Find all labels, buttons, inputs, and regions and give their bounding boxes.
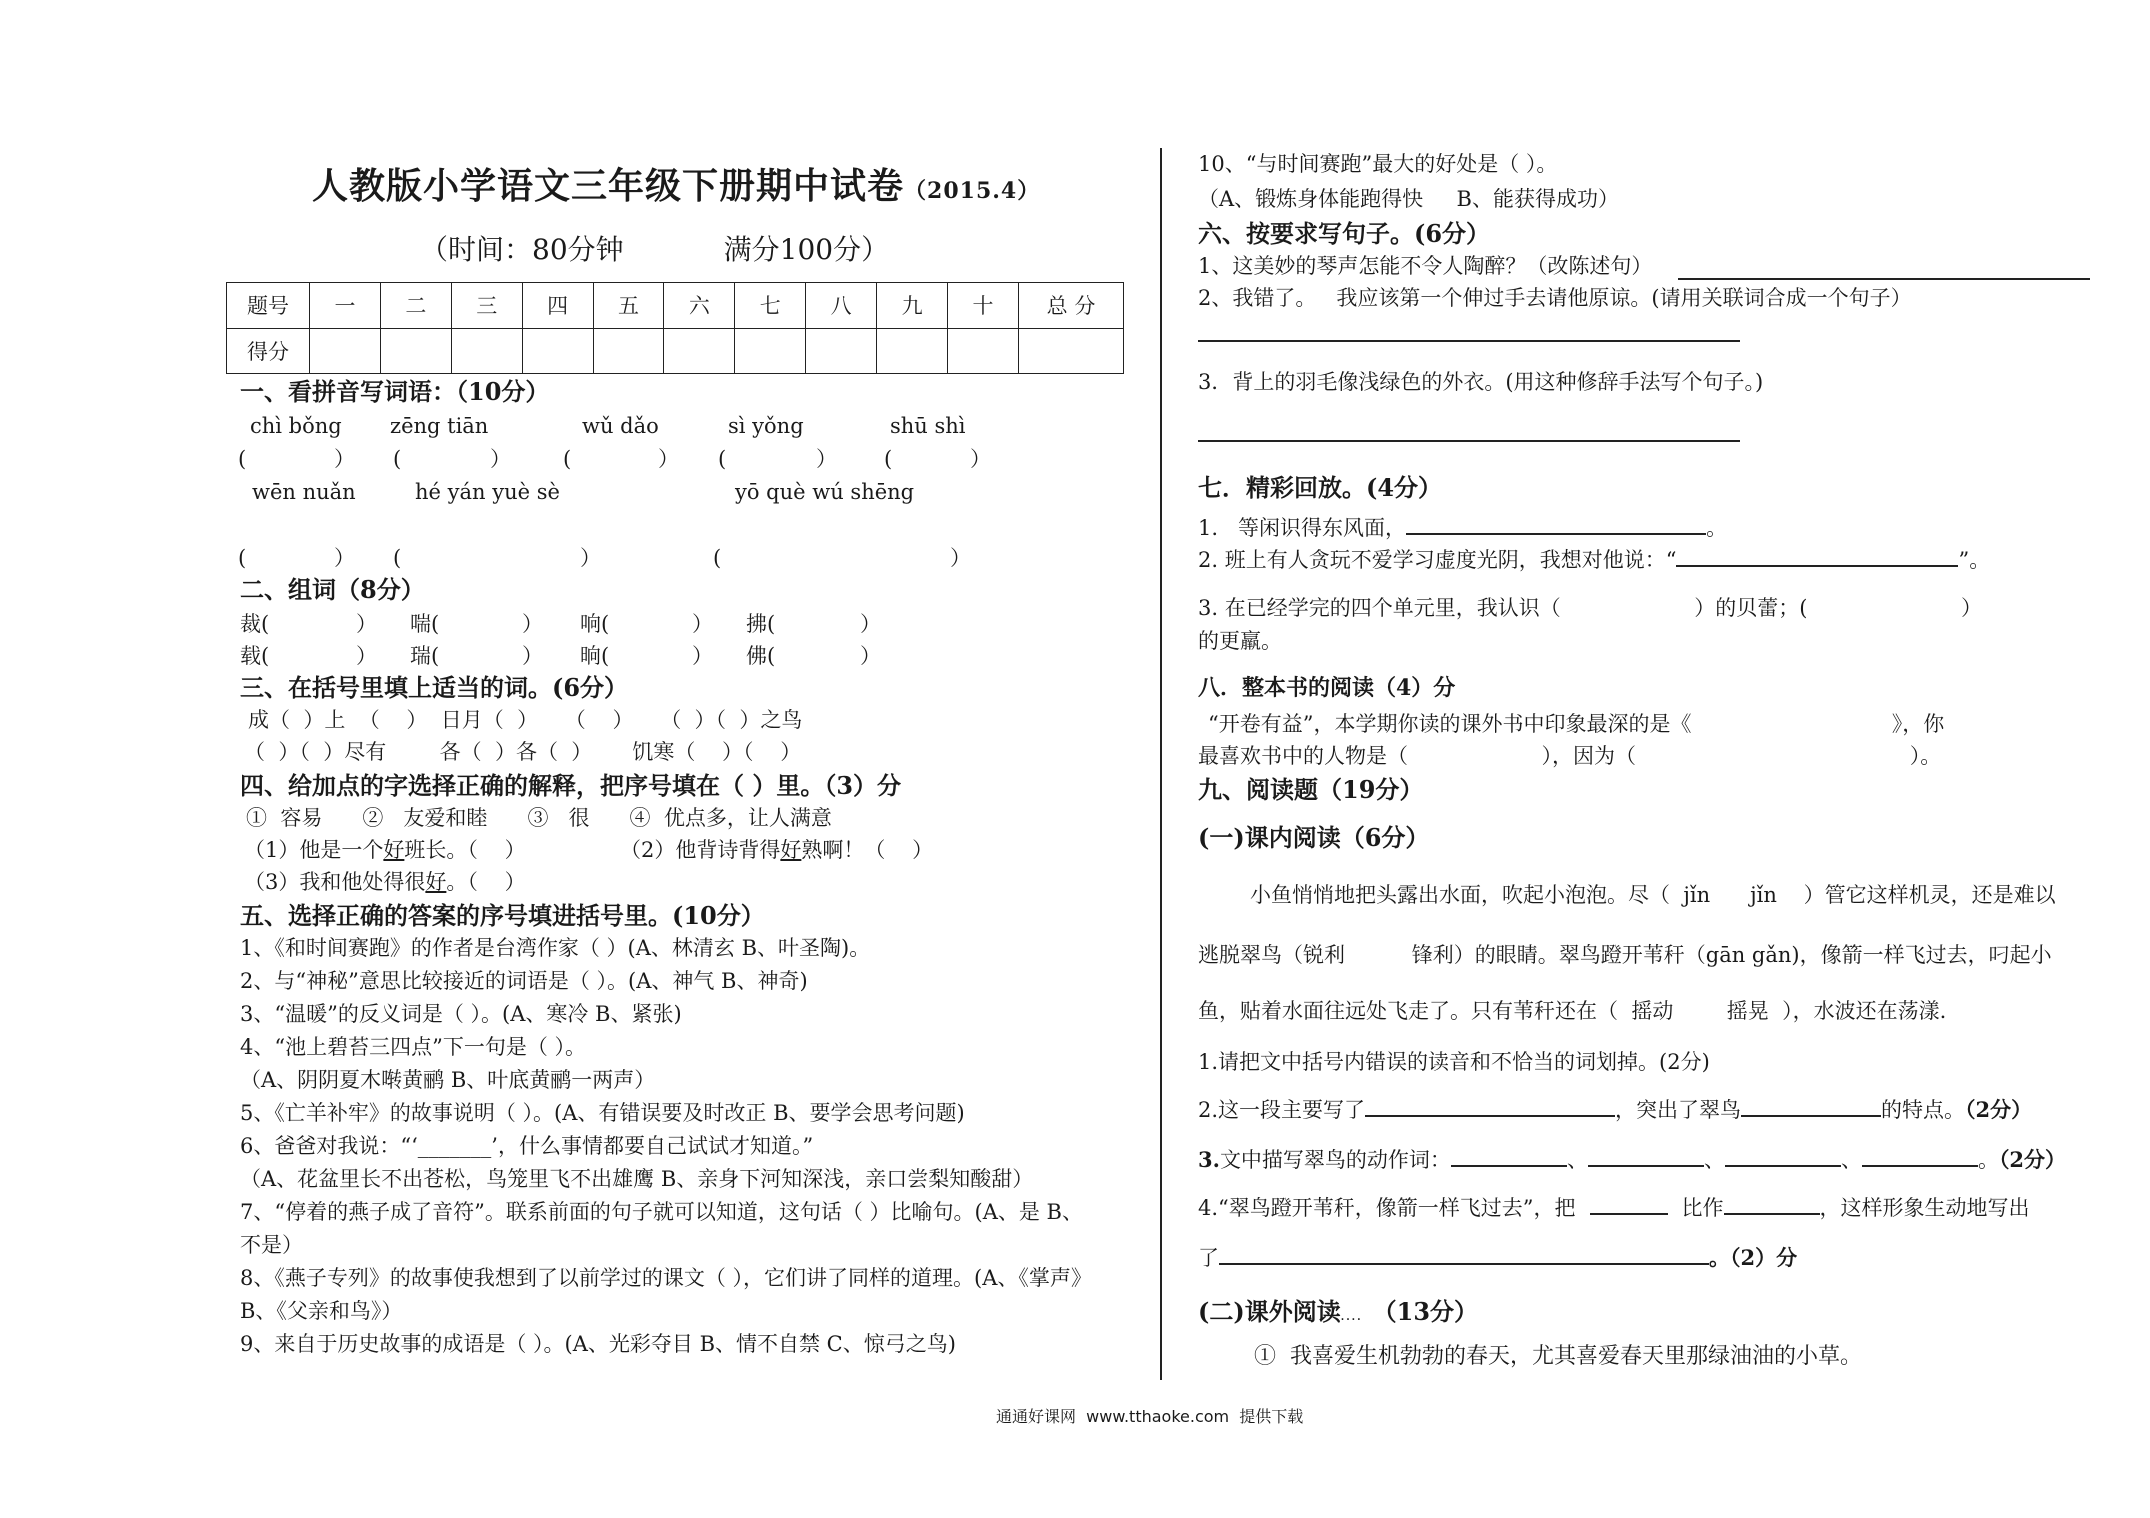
word-group-item: 佛( bbox=[746, 644, 776, 668]
choice-question-line: 5、《亡羊补牢》的故事说明（ ）。(A、有错误要及时改正 B、要学会思考问题) bbox=[240, 1101, 965, 1125]
separator: 、 bbox=[1566, 1148, 1588, 1172]
answer-bracket: ） bbox=[950, 546, 971, 570]
section-4-title: 四、给加点的字选择正确的解释，把序号填在（ ）里。（3）分 bbox=[240, 771, 902, 800]
score-table-cell: 九 bbox=[877, 283, 948, 329]
score-table-cell: 三 bbox=[451, 283, 522, 329]
score-table-cell: 八 bbox=[806, 283, 877, 329]
q-text: 熟啊！（ ） bbox=[801, 838, 934, 862]
choice-question-line: 2、与“神秘”意思比较接近的词语是（ ）。(A、神气 B、神奇) bbox=[240, 969, 808, 993]
q-text: 1. 等闲识得东风面， bbox=[1198, 516, 1407, 540]
section-5-title: 五、选择正确的答案的序号填进括号里。(10分） bbox=[240, 901, 765, 930]
recall-q3: 3. 在已经学完的四个单元里，我认识（ ）的贝蕾；( ） bbox=[1198, 596, 1982, 620]
section-8-title: 八．整本书的阅读（4）分 bbox=[1198, 675, 1456, 701]
score-input-cell[interactable] bbox=[593, 328, 664, 374]
q-text: 比作 bbox=[1681, 1196, 1724, 1220]
score-label: （2分） bbox=[1965, 1097, 2033, 1122]
question-10: 10、“与时间赛跑”最大的好处是（ ）。 bbox=[1198, 152, 1558, 176]
passage-line: 小鱼悄悄地把头露出水面，吹起小泡泡。尽（ jǐn jǐn ）管它这样机灵，还是难以 bbox=[1250, 883, 2056, 907]
word-group-item: ） bbox=[356, 612, 377, 636]
choice-question-line: （A、花盆里长不出苍松，鸟笼里飞不出雄鹰 B、亲身下河知深浅，亲口尝梨知酸甜） bbox=[240, 1167, 1034, 1191]
sentence-q2: 2、我错了。 我应该第一个伸过手去请他原谅。(请用关联词合成一个句子） bbox=[1198, 286, 1912, 310]
pinyin: hé yán yuè sè bbox=[415, 480, 560, 504]
idiom-fill-row-2: （ ）（ ）尽有 各（ ）各（ ） 饥寒（ ）（ ） bbox=[244, 740, 802, 764]
sentence-q1: 1、这美妙的琴声怎能不令人陶醉？（改陈述句） bbox=[1198, 254, 1653, 278]
q-text: （1）他是一个 bbox=[244, 838, 384, 862]
choice-question-line: 不是） bbox=[240, 1233, 303, 1257]
choice-question-line: 7、“停着的燕子成了音符”。联系前面的句子就可以知道，这句话（ ）比喻句。(A、是 B、 bbox=[240, 1200, 1083, 1224]
answer-bracket: ( bbox=[718, 447, 727, 471]
score-input-cell[interactable] bbox=[1019, 328, 1124, 374]
word-group-item: 瑞( bbox=[410, 644, 440, 668]
answer-bracket: ） bbox=[490, 447, 511, 471]
answer-bracket: ( bbox=[393, 546, 402, 570]
exam-title bbox=[312, 158, 1040, 209]
score-table-cell: 题号 bbox=[227, 283, 310, 329]
answer-bracket: ( bbox=[884, 447, 893, 471]
dotted-char: 好 bbox=[780, 838, 802, 862]
score-table-score-row bbox=[227, 328, 1124, 374]
answer-line[interactable] bbox=[1678, 278, 2090, 280]
answer-blank[interactable] bbox=[1862, 1165, 1978, 1167]
section-6-title: 六、按要求写句子。(6分） bbox=[1198, 219, 1491, 248]
passage-b-line: ① 我喜爱生机勃勃的春天，尤其喜爱春天里那绿油油的小草。 bbox=[1254, 1344, 1862, 1369]
q-text: 文中描写翠鸟的动作词： bbox=[1219, 1148, 1451, 1172]
dotted-char: 好 bbox=[383, 838, 405, 862]
section-2-title: 二、组词（8分） bbox=[240, 575, 425, 604]
question-10-options: （A、锻炼身体能跑得快 B、能获得成功） bbox=[1198, 187, 1619, 211]
idiom-fill-row-1: 成（ ）上 （ ） 日月（ ） （ ） （ ）（ ）之鸟 bbox=[248, 708, 803, 732]
pinyin: shū shì bbox=[890, 414, 966, 438]
q-text: （2）他背诗背得 bbox=[620, 838, 781, 862]
score-input-cell[interactable] bbox=[522, 328, 593, 374]
score-input-cell[interactable] bbox=[451, 328, 522, 374]
answer-bracket: ） bbox=[816, 447, 837, 471]
choice-question-line: 4、“池上碧苔三四点”下一句是（ ）。 bbox=[240, 1035, 587, 1059]
choice-question-line: 1、《和时间赛跑》的作者是台湾作家（ ）(A、林清玄 B、叶圣陶)。 bbox=[240, 936, 871, 960]
reading-part-2-label: (二)课外阅读 bbox=[1198, 1297, 1341, 1326]
pinyin: yō què wú shēng bbox=[735, 480, 915, 504]
separator: 、 bbox=[1703, 1148, 1725, 1172]
pinyin: wǔ dǎo bbox=[582, 414, 659, 438]
exam-time: （时间：80分钟 bbox=[420, 233, 624, 266]
question-4-2 bbox=[620, 838, 933, 862]
exam-title-date: （2015.4） bbox=[904, 178, 1041, 204]
exam-full-score: 满分100分） bbox=[723, 233, 890, 266]
question-4-3 bbox=[244, 870, 526, 894]
answer-bracket: ） bbox=[334, 546, 355, 570]
choice-question-line: 3、“温暖”的反义词是（ ）。(A、寒冷 B、紧张) bbox=[240, 1002, 682, 1026]
score-table-cell: 一 bbox=[310, 283, 381, 329]
score-table-cell: 七 bbox=[735, 283, 806, 329]
section-3-title: 三、在括号里填上适当的词。(6分） bbox=[240, 673, 629, 702]
sentence-q3: 3．背上的羽毛像浅绿色的外衣。(用这种修辞手法写个句子。) bbox=[1198, 370, 1764, 394]
word-group-item: 裁( bbox=[240, 612, 270, 636]
recall-q2 bbox=[1198, 548, 1990, 572]
answer-bracket: ( bbox=[393, 447, 402, 471]
book-reading-line-2: 最喜欢书中的人物是（ ），因为（ ）。 bbox=[1198, 744, 1942, 768]
word-group-item: ） bbox=[522, 644, 543, 668]
choice-question-line: 9、来自于历史故事的成语是（ ）。(A、光彩夺目 B、情不自禁 C、惊弓之鸟) bbox=[240, 1332, 956, 1356]
answer-blank[interactable] bbox=[1588, 1165, 1704, 1167]
answer-bracket: ） bbox=[580, 546, 601, 570]
reading-q3 bbox=[1198, 1148, 2066, 1172]
answer-bracket: ( bbox=[713, 546, 722, 570]
score-input-cell[interactable] bbox=[380, 328, 451, 374]
word-group-item: ） bbox=[692, 612, 713, 636]
score-input-cell[interactable] bbox=[310, 328, 381, 374]
word-group-item: 喘( bbox=[410, 612, 440, 636]
separator: 、 bbox=[1840, 1148, 1862, 1172]
answer-line[interactable] bbox=[1198, 340, 1740, 342]
q-text: （3）我和他处得很 bbox=[244, 870, 426, 894]
answer-blank[interactable] bbox=[1590, 1213, 1668, 1215]
exam-title-text: 人教版小学语文三年级下册期中试卷 bbox=[312, 165, 905, 207]
choice-question-line: B、《父亲和鸟》） bbox=[240, 1299, 403, 1323]
definition-options: ① 容易 ② 友爱和睦 ③ 很 ④ 优点多，让人满意 bbox=[246, 806, 832, 830]
word-group-item: ） bbox=[692, 644, 713, 668]
choice-question-line: 6、爸爸对我说：“‘_______’，什么事情都要自己试试才知道。” bbox=[240, 1134, 814, 1158]
emphasis-dots: .... bbox=[1340, 1312, 1363, 1323]
score-table-cell: 四 bbox=[522, 283, 593, 329]
section-9-title: 九、阅读题（19分） bbox=[1198, 775, 1424, 804]
exam-subtitle bbox=[420, 228, 889, 268]
score-table-cell: 十 bbox=[948, 283, 1019, 329]
section-7-title: 七．精彩回放。(4分） bbox=[1198, 473, 1443, 502]
score-input-cell[interactable] bbox=[664, 328, 735, 374]
q-text: 3. bbox=[1198, 1147, 1220, 1172]
q-text: 。（ ） bbox=[446, 870, 526, 894]
answer-bracket: ( bbox=[563, 447, 572, 471]
score-table-cell: 得分 bbox=[227, 328, 310, 374]
reading-q2 bbox=[1198, 1098, 2032, 1122]
choice-question-line: （A、阴阴夏木啭黄鹂 B、叶底黄鹂一两声） bbox=[240, 1068, 656, 1092]
section-1-title: 一、看拼音写词语：（10分） bbox=[240, 377, 550, 406]
score-table-cell: 总 分 bbox=[1019, 283, 1124, 329]
word-group-item: 拂( bbox=[746, 612, 776, 636]
score-label: 。（2）分 bbox=[1709, 1245, 1798, 1270]
q-text: 2.这一段主要写了 bbox=[1198, 1098, 1366, 1122]
q-text: 2. 班上有人贪玩不爱学习虚度光阴，我想对他说：“ bbox=[1198, 548, 1677, 572]
answer-blank[interactable] bbox=[1741, 1115, 1881, 1117]
page-footer: 通通好课网 www.tthaoke.com 提供下载 bbox=[996, 1407, 1304, 1426]
pinyin: chì bǒng bbox=[250, 414, 342, 438]
q-text: ”。 bbox=[1958, 548, 1991, 572]
score-table-cell: 二 bbox=[380, 283, 451, 329]
answer-bracket: ( bbox=[238, 546, 247, 570]
reading-q4-cont bbox=[1198, 1246, 1797, 1270]
word-group-item: 晌( bbox=[580, 644, 610, 668]
recall-q1 bbox=[1198, 516, 1727, 540]
score-table-header-row bbox=[227, 283, 1124, 329]
reading-q1: 1.请把文中括号内错误的读音和不恰当的词划掉。(2分) bbox=[1198, 1050, 1710, 1074]
answer-blank[interactable] bbox=[1406, 533, 1706, 535]
answer-blank[interactable] bbox=[1365, 1115, 1615, 1117]
answer-blank[interactable] bbox=[1219, 1263, 1709, 1265]
word-group-item: ） bbox=[356, 644, 377, 668]
q-text: 。 bbox=[1706, 516, 1728, 540]
q-text: 了 bbox=[1198, 1246, 1219, 1270]
answer-bracket: ） bbox=[970, 447, 991, 471]
q-text: 4.“翠鸟蹬开苇秆，像箭一样飞过去”，把 bbox=[1198, 1196, 1576, 1220]
column-divider bbox=[1160, 148, 1162, 1380]
score-label: （2分） bbox=[1998, 1147, 2067, 1172]
score-table bbox=[226, 282, 1124, 374]
q-text: ，突出了翠鸟 bbox=[1615, 1098, 1742, 1122]
score-input-cell[interactable] bbox=[877, 328, 948, 374]
answer-blank[interactable] bbox=[1724, 1213, 1820, 1215]
answer-blank[interactable] bbox=[1725, 1165, 1841, 1167]
answer-blank[interactable] bbox=[1451, 1165, 1567, 1167]
answer-line[interactable] bbox=[1198, 440, 1740, 442]
dotted-char: 好 bbox=[425, 870, 447, 894]
reading-part-1-title: (一)课内阅读（6分） bbox=[1198, 823, 1430, 852]
passage-line: 逃脱翠鸟（锐利 锋利）的眼睛。翠鸟蹬开苇秆（gān gǎn)，像箭一样飞过去，叼起小 bbox=[1198, 943, 2052, 967]
score-input-cell[interactable] bbox=[948, 328, 1019, 374]
answer-blank[interactable] bbox=[1676, 565, 1958, 567]
passage-line: 鱼，贴着水面往远处飞走了。只有苇秆还在（ 摇动 摇晃 ），水波还在荡漾. bbox=[1198, 999, 1947, 1023]
word-group-item: ） bbox=[860, 644, 881, 668]
answer-bracket: ） bbox=[334, 447, 355, 471]
word-group-item: ） bbox=[860, 612, 881, 636]
q-text: 班长。（ ） bbox=[404, 838, 526, 862]
choice-question-line: 8、《燕子专列》的故事使我想到了以前学过的课文（ ），它们讲了同样的道理。(A、《掌声》 bbox=[240, 1266, 1092, 1290]
answer-bracket: ） bbox=[658, 447, 679, 471]
score-table-cell: 五 bbox=[593, 283, 664, 329]
q-text: ，这样形象生动地写出 bbox=[1819, 1196, 2030, 1220]
score-table-cell: 六 bbox=[664, 283, 735, 329]
reading-q4 bbox=[1198, 1196, 2030, 1220]
reading-part-2-title bbox=[1198, 1298, 1478, 1326]
q-text: 。 bbox=[1977, 1148, 1999, 1172]
q-text: 的特点。 bbox=[1881, 1098, 1966, 1122]
recall-q3-cont: 的更羸。 bbox=[1198, 629, 1282, 653]
book-reading-line-1: “开卷有益”，本学期你读的课外书中印象最深的是《 》，你 bbox=[1208, 712, 1945, 736]
pinyin: zēng tiān bbox=[390, 414, 489, 438]
answer-bracket: ( bbox=[238, 447, 247, 471]
pinyin: sì yǒng bbox=[728, 414, 804, 438]
word-group-item: 载( bbox=[240, 644, 270, 668]
score-input-cell[interactable] bbox=[806, 328, 877, 374]
reading-part-2-score: （13分） bbox=[1372, 1297, 1479, 1326]
word-group-item: ） bbox=[522, 612, 543, 636]
score-input-cell[interactable] bbox=[735, 328, 806, 374]
question-4-1 bbox=[244, 838, 526, 862]
pinyin: wēn nuǎn bbox=[252, 480, 356, 504]
word-group-item: 响( bbox=[580, 612, 610, 636]
